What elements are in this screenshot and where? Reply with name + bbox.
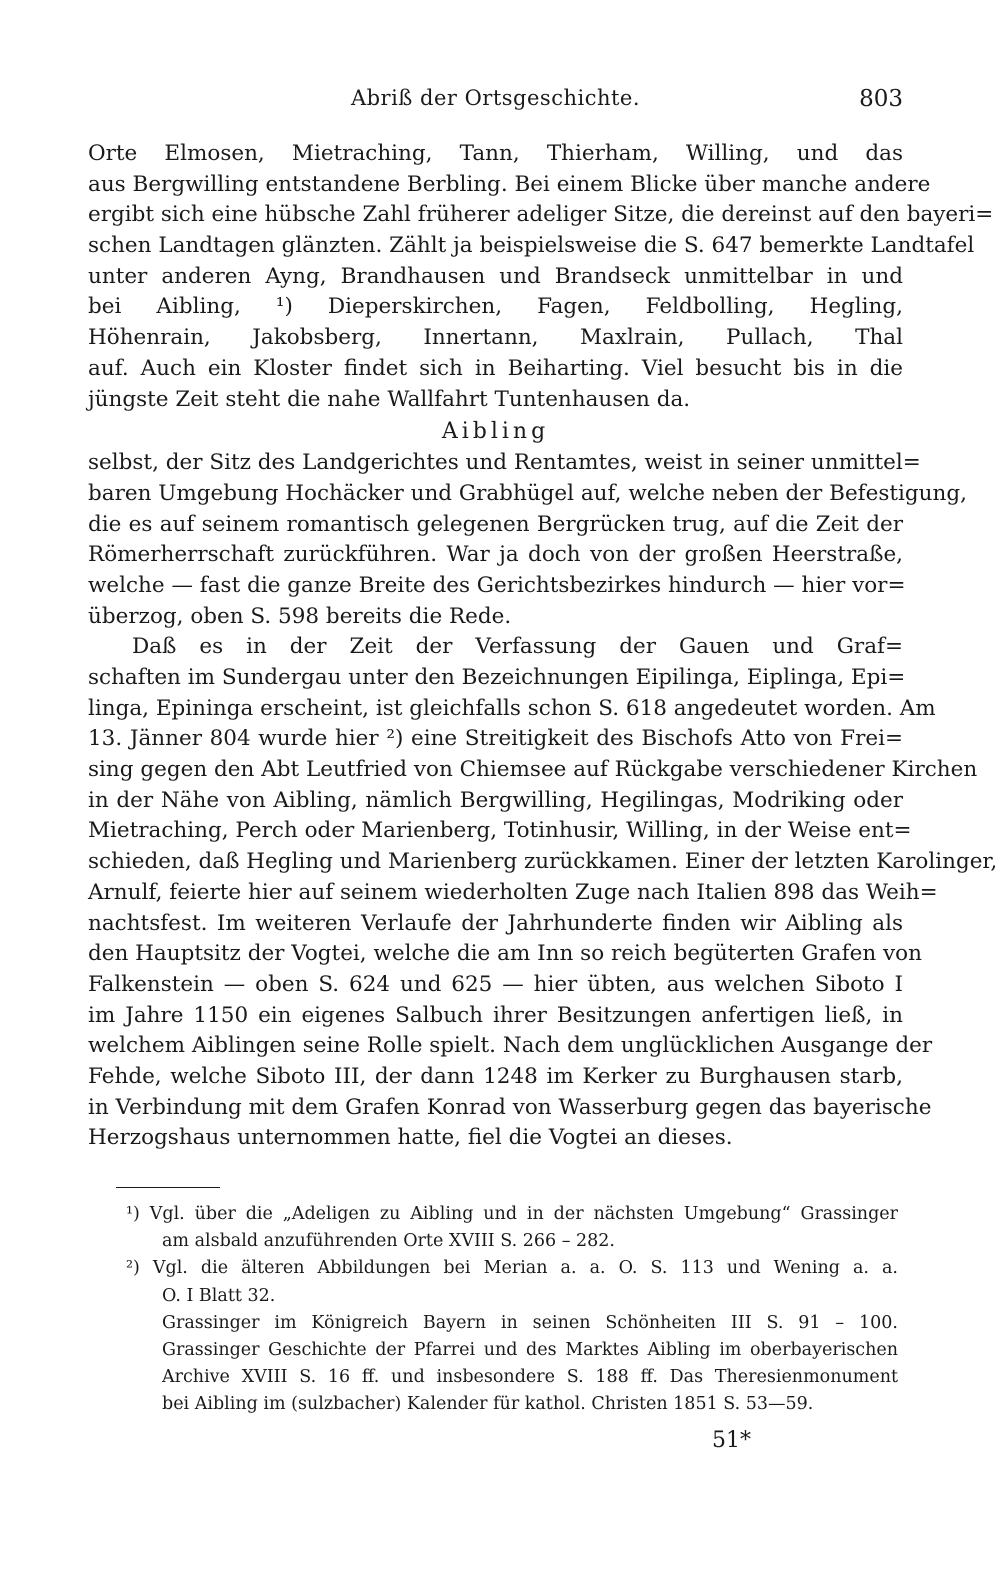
footnote-2-continued: O. I Blatt 32. [162,1285,276,1306]
text-line: Höhenrain, Jakobsberg, Innertann, Maxlrain, Pullach, Thal [88,325,903,351]
running-title: Abriß der Ortsgeschichte. [350,86,641,110]
text-line: auf. Auch ein Kloster findet sich in Beiharting. Viel besucht bis in die [88,355,903,381]
paragraph-geschichte [88,632,998,1154]
text-line: Römerherrschaft zurückführen. War ja doch von der großen Heerstraße, [88,542,903,568]
text-line: Falkenstein — oben S. 624 und 625 — hier übten, aus welchen Siboto I [88,971,903,997]
text-line: Herzogshaus unternommen hatte, fiel die Vogtei an dieses. [88,1125,733,1151]
body-text [88,139,998,1154]
text-line: welchem Aiblingen seine Rolle spielt. Nach dem unglücklichen Ausgange der [88,1033,933,1059]
text-line: selbst, der Sitz des Landgerichtes und Rentamtes, weist in seiner unmittel= [88,450,921,476]
text-line: baren Umgebung Hochäcker und Grabhügel auf, welche neben der Befestigung, [88,480,967,506]
paragraph-aibling [88,448,967,632]
footnote-1: ¹) Vgl. über die „Adeligen zu Aibling und in der nächsten Umgebung“ Grassinger [126,1204,898,1224]
text-line: schieden, daß Hegling und Marienberg zurückkamen. Einer der letzten Karolinger, [88,849,998,875]
footnote-1-continued: am alsbald anzuführenden Orte XVIII S. 266 – 282. [162,1231,615,1252]
text-line: Mietraching, Perch oder Marienberg, Totinhusir, Willing, in der Weise ent= [88,818,912,844]
text-line: Fehde, welche Siboto III, der dann 1248 im Kerker zu Burghausen starb, [88,1063,903,1089]
footnote-2-reference: bei Aibling im (sulzbacher) Kalender für kathol. Christen 1851 S. 53—59. [162,1394,814,1415]
text-line: Orte Elmosen, Mietraching, Tann, Thierham, Willing, und das [88,141,903,166]
text-line: Daß es in der Zeit der Verfassung der Gauen und Graf= [132,634,903,660]
footnote-2-reference: Archive XVIII S. 16 ff. und insbesondere S. 188 ff. Das Theresienmonument [162,1367,898,1388]
footnote-2: ²) Vgl. die älteren Abbildungen bei Merian a. a. O. S. 113 und Wening a. a. [126,1258,898,1279]
paragraph-ortsliste [88,139,994,415]
page-number: 803 [859,86,903,112]
footnote-2-reference: Grassinger Geschichte der Pfarrei und des Marktes Aibling im oberbayerischen [162,1339,898,1360]
text-line: aus Bergwilling entstandene Berbling. Bei einem Blicke über manche andere [88,171,931,197]
text-line: überzog, oben S. 598 bereits die Rede. [88,603,512,629]
text-line: schen Landtagen glänzten. Zählt ja beispielsweise die S. 647 bemerkte Landtafel [88,233,975,259]
printer-signature-mark: 51* [712,1428,751,1453]
text-line: in der Nähe von Aibling, nämlich Bergwilling, Hegilingas, Modriking oder [88,787,903,813]
footnote-divider [116,1187,220,1188]
text-line: Arnulf, feierte hier auf seinem wiederholten Zuge nach Italien 898 das Weih= [88,879,938,905]
text-line: ergibt sich eine hübsche Zahl früherer adeliger Sitze, die dereinst auf den bayeri= [88,202,994,228]
text-line: jüngste Zeit steht die nahe Wallfahrt Tuntenhausen da. [88,386,691,412]
running-head [88,86,903,118]
text-line: in Verbindung mit dem Grafen Konrad von Wasserburg gegen das bayerische [88,1094,932,1120]
section-heading: Aibling [441,419,550,445]
text-line: im Jahre 1150 ein eigenes Salbuch ihrer Besitzungen anfertigen ließ, in [88,1002,903,1028]
text-line: bei Aibling, ¹) Dieperskirchen, Fagen, Feldbolling, Hegling, [88,294,903,320]
text-line: linga, Epininga erscheint, ist gleichfalls schon S. 618 angedeutet worden. Am [88,695,936,721]
footnotes [126,1201,898,1419]
text-line: die es auf seinem romantisch gelegenen Bergrücken trug, auf die Zeit der [88,511,903,537]
footnote-2-reference: Grassinger im Königreich Bayern in seinen Schönheiten III S. 91 – 100. [162,1312,898,1333]
text-line: welche — fast die ganze Breite des Gerichtsbezirkes hindurch — hier vor= [88,572,906,598]
text-line: unter anderen Ayng, Brandhausen und Brandseck unmittelbar in und [88,263,903,289]
text-line: 13. Jänner 804 wurde hier ²) eine Streitigkeit des Bischofs Atto von Frei= [88,726,903,752]
text-line: schaften im Sundergau unter den Bezeichnungen Eipilinga, Eiplinga, Epi= [88,665,906,690]
text-line: nachtsfest. Im weiteren Verlaufe der Jahrhunderte finden wir Aibling als [88,910,903,936]
text-line: den Hauptsitz der Vogtei, welche die am Inn so reich begüterten Grafen von [88,941,922,967]
text-line: sing gegen den Abt Leutfried von Chiemsee auf Rückgabe verschiedener Kirchen [88,757,978,783]
